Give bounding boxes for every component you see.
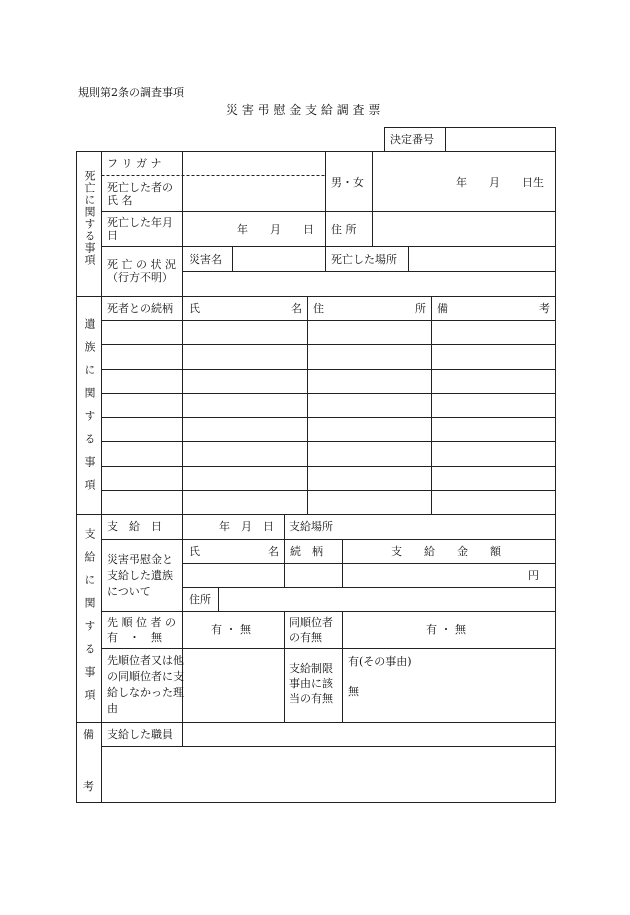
deceased-name-field[interactable] <box>183 176 325 211</box>
furigana-label: フ リ ガ ナ <box>107 157 162 170</box>
recipient-label: 災害弔慰金と支給した遺族について <box>107 553 173 598</box>
furigana-field[interactable] <box>183 152 325 175</box>
payment-limit-no[interactable]: 無 <box>348 685 359 698</box>
same-rank-choice[interactable]: 有 ・ 無 <box>426 623 466 636</box>
col-name-header-right: 名 <box>291 302 302 315</box>
death-date-label: 死亡した年月日 <box>107 216 173 242</box>
pay-place-field[interactable] <box>343 515 555 539</box>
staff-label: 支給した職員 <box>107 728 173 741</box>
recipient-address-field[interactable] <box>219 588 555 611</box>
remarks-field[interactable] <box>102 747 555 802</box>
decision-number-label: 決定番号 <box>390 133 434 146</box>
col-address-header-left: 住 <box>313 302 324 315</box>
col-remarks-header-left: 備 <box>437 302 448 315</box>
family-table-body[interactable] <box>102 321 555 514</box>
deceased-name-label: 死亡した者の氏 名 <box>107 181 173 207</box>
col-name-header-left: 氏 <box>189 302 200 315</box>
recipient-name-right: 名 <box>268 545 279 558</box>
staff-field[interactable] <box>183 723 555 746</box>
payment-section-label: 支給に関する事項 <box>83 528 96 712</box>
payment-limit-yes[interactable]: 有(その事由) <box>348 655 412 668</box>
death-section-label: 死亡に関する事項 <box>83 170 96 266</box>
col-relation-header: 死者との続柄 <box>107 302 173 315</box>
non-payment-reason-field[interactable] <box>183 649 284 722</box>
sex-label[interactable]: 男・女 <box>331 176 364 189</box>
same-rank-label: 同順位者の有無 <box>289 616 333 644</box>
payment-limit-label: 支給制限事由に該当の有無 <box>289 662 333 705</box>
disaster-name-label: 災害名 <box>189 253 222 266</box>
prior-rank-choice[interactable]: 有 ・ 無 <box>211 623 251 636</box>
death-date-field[interactable]: 年 月 日 <box>237 223 314 236</box>
pay-date-label: 支 給 日 <box>107 520 162 533</box>
remarks-section-label-1: 備 <box>83 728 94 741</box>
death-place-label: 死亡した場所 <box>331 253 397 266</box>
remarks-section-label-2: 考 <box>83 780 94 793</box>
decision-number-field[interactable] <box>446 128 555 151</box>
regulation-label: 規則第2条の調査事項 <box>78 86 184 99</box>
death-place-field[interactable] <box>409 247 555 271</box>
recipient-name-left: 氏 <box>189 545 200 558</box>
pay-place-label: 支給場所 <box>289 520 333 533</box>
disaster-name-field[interactable] <box>233 247 325 271</box>
recipient-address-label: 住所 <box>189 593 211 606</box>
address-field[interactable] <box>373 212 555 246</box>
col-remarks-header-right: 考 <box>539 302 550 315</box>
col-address-header-right: 所 <box>415 302 426 315</box>
amount-yen: 円 <box>528 569 539 582</box>
death-status-label: 死 亡 の 状 況（行方不明） <box>107 258 176 284</box>
form-title: 災 害 弔 慰 金 支 給 調 査 票 <box>226 103 381 117</box>
address-label: 住 所 <box>331 223 357 236</box>
amount-label: 支 給 金 額 <box>391 545 501 558</box>
family-section-label: 遺族に関する事項 <box>83 318 96 502</box>
death-status-field[interactable] <box>183 272 555 296</box>
pay-date-field[interactable]: 年 月 日 <box>219 520 274 533</box>
recipient-relation-field[interactable] <box>285 564 342 587</box>
prior-rank-label: 先 順 位 者 の 有 ・ 無 <box>107 616 176 644</box>
recipient-name-field[interactable] <box>183 564 284 587</box>
birth-date-label[interactable]: 年 月 日生 <box>456 176 544 189</box>
recipient-relation-label: 続 柄 <box>290 545 323 558</box>
non-payment-reason-label: 先順位者又は他の同順位者に支給しなかった理由 <box>107 654 184 715</box>
